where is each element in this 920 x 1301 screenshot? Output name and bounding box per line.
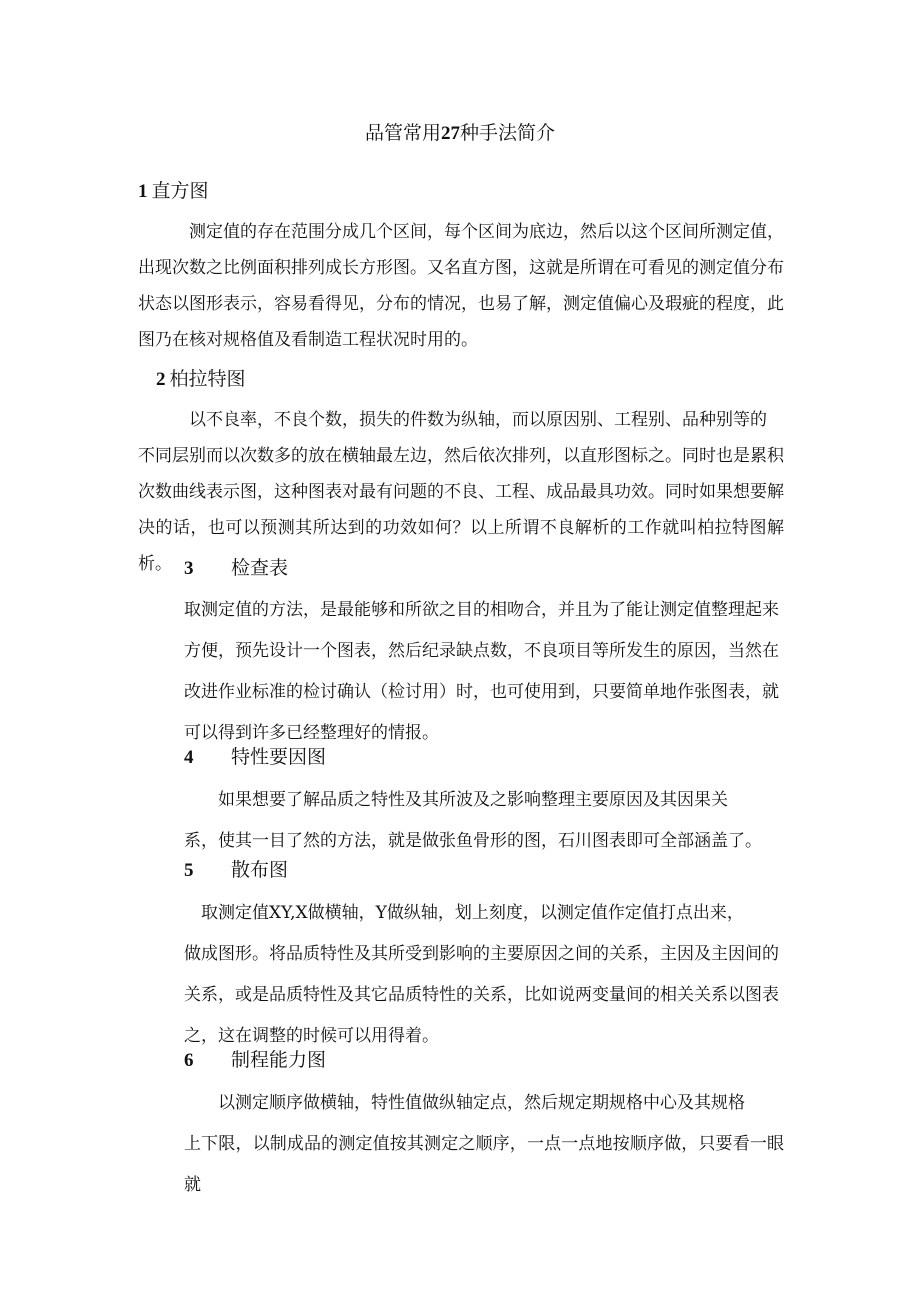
document-title <box>0 120 920 147</box>
body-line: 状态以图形表示，容易看得见，分布的情况，也易了解，测定值偏心及瑕疵的程度，此 <box>138 294 784 314</box>
section-body <box>184 590 784 754</box>
body-line: 之，这在调整的时候可以用得着。 <box>184 1026 439 1046</box>
body-line: 以测定顺序做横轴，特性值做纵轴定点，然后规定期规格中心及其规格 <box>184 1093 745 1113</box>
section-body <box>138 214 784 358</box>
section-body <box>184 780 784 862</box>
body-line: 不同层别而以次数多的放在横轴最左边，然后依次排列，以直形图标之。同时也是累积 <box>138 446 784 466</box>
section-number: 1 <box>138 181 148 202</box>
section-number: 4 <box>184 747 194 768</box>
body-line: 取测定值的方法，是最能够和所欲之目的相吻合，并且为了能让测定值整理起来 <box>184 600 779 620</box>
section-heading <box>156 366 246 393</box>
section-heading <box>138 178 209 205</box>
section-body <box>184 893 784 1057</box>
body-line: 做成图形。将品质特性及其所受到影响的主要原因之间的关系，主因及主因间的 <box>184 944 779 964</box>
section-title: 散布图 <box>231 859 289 881</box>
section-title: 制程能力图 <box>231 1049 327 1071</box>
body-line: 取测定值XY,X做横轴，Y做纵轴，划上刻度，以测定值作定值打点出来， <box>184 903 744 923</box>
section-heading <box>184 555 288 582</box>
section-body <box>184 1083 784 1206</box>
section-heading <box>184 1047 326 1074</box>
body-line: 决的话，也可以预测其所达到的功效如何？以上所谓不良解析的工作就叫柏拉特图解析。 <box>138 518 784 574</box>
title-number: 27 <box>441 123 460 144</box>
section-number: 5 <box>184 860 194 881</box>
body-line: 关系，或是品质特性及其它品质特性的关系，比如说两变量间的相关关系以图表 <box>184 985 779 1005</box>
body-line: 方便，预先设计一个图表，然后纪录缺点数，不良项目等所发生的原因，当然在 <box>184 641 779 661</box>
body-line: 以不良率，不良个数，损失的件数为纵轴，而以原因别、工程别、品种别等的 <box>138 410 767 430</box>
body-line: 次数曲线表示图，这种图表对最有问题的不良、工程、成品最具功效。同时如果想要解 <box>138 482 784 502</box>
title-prefix: 品管常用 <box>364 122 441 144</box>
section-title: 特性要因图 <box>231 746 327 768</box>
section-number: 2 <box>156 369 166 390</box>
body-line: 图乃在核对规格值及看制造工程状况时用的。 <box>138 330 478 350</box>
body-line: 系，使其一目了然的方法，就是做张鱼骨形的图，石川图表即可全部涵盖了。 <box>184 831 762 851</box>
section-title: 检查表 <box>231 557 289 579</box>
title-suffix: 种手法简介 <box>460 122 556 144</box>
section-title: 柏拉特图 <box>169 368 246 390</box>
section-number: 3 <box>184 558 194 579</box>
body-line: 如果想要了解品质之特性及其所波及之影响整理主要原因及其因果关 <box>184 790 728 810</box>
body-line: 出现次数之比例面积排列成长方形图。又名直方图，这就是所谓在可看见的测定值分布 <box>138 258 784 278</box>
section-number: 6 <box>184 1050 194 1071</box>
body-line: 改进作业标准的检讨确认（检讨用）时，也可使用到，只要简单地作张图表，就 <box>184 682 779 702</box>
body-line: 可以得到许多已经整理好的情报。 <box>184 723 439 743</box>
section-heading <box>184 744 326 771</box>
body-line: 上下限，以制成品的测定值按其测定之顺序，一点一点地按顺序做，只要看一眼就 <box>184 1134 784 1195</box>
body-line: 测定值的存在范围分成几个区间，每个区间为底边，然后以这个区间所测定值， <box>138 222 784 242</box>
section-heading <box>184 857 288 884</box>
section-title: 直方图 <box>151 180 209 202</box>
